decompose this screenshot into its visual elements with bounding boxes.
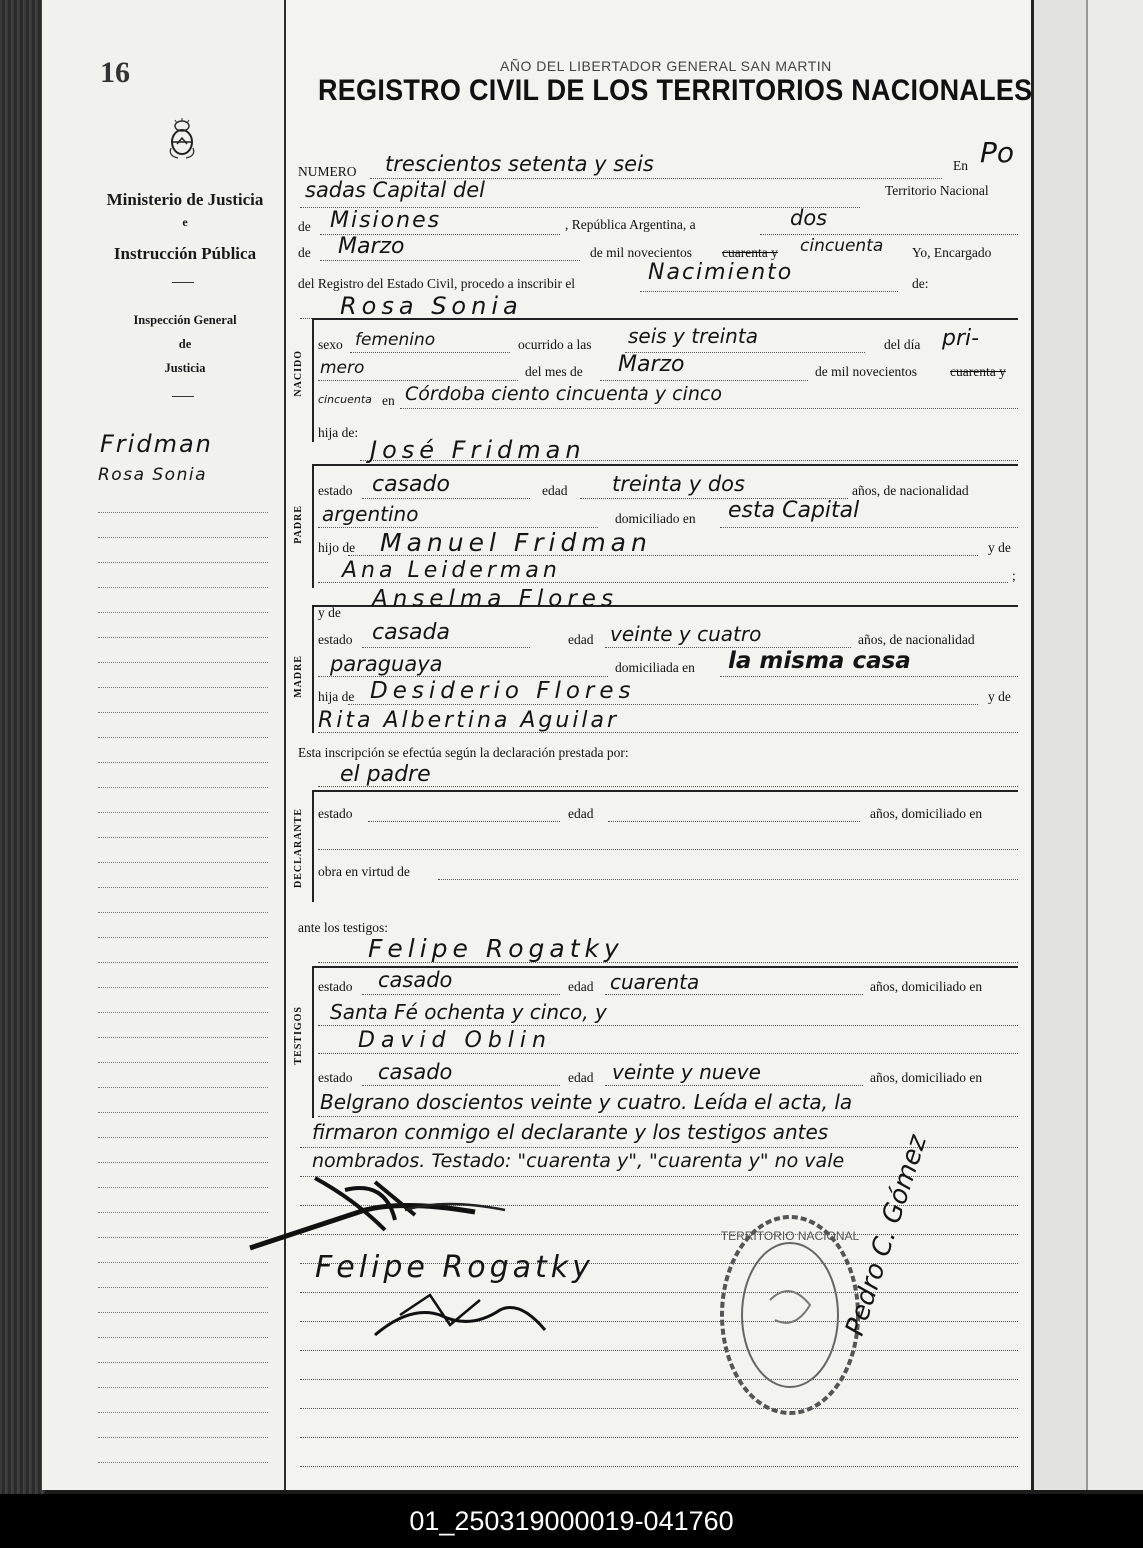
fill-line	[318, 849, 1018, 850]
testigo-1-estado: casado	[378, 968, 453, 992]
ministry-line-3: Instrucción Pública	[113, 244, 257, 263]
testigo-2-estado: casado	[378, 1060, 453, 1084]
fill-line	[400, 408, 1018, 409]
anio-value: cincuenta	[318, 393, 372, 406]
anios-label: años, de nacionalidad	[858, 632, 975, 647]
nacido-label: NACIDO	[293, 350, 304, 397]
mes-label: del mes de	[525, 364, 583, 379]
fill-line	[318, 1025, 1018, 1026]
testigos-intro: ante los testigos:	[298, 920, 388, 935]
ministry-line-2: e	[182, 215, 188, 229]
margin-note-surname: Fridman	[100, 430, 213, 458]
fill-line	[318, 380, 518, 381]
anios-label: años, domiciliado en	[870, 806, 983, 821]
madre-nacionalidad: paraguaya	[330, 652, 443, 676]
hija-de-label: hija de	[318, 689, 355, 704]
section-rule	[312, 318, 1018, 320]
fill-line	[318, 1053, 1018, 1054]
estado-label: estado	[318, 979, 353, 994]
fill-line	[362, 498, 530, 499]
dia-continuation: mero	[320, 358, 365, 378]
coat-of-arms-icon	[168, 118, 196, 160]
fill-line	[362, 994, 560, 995]
testigo-1-domicilio: Santa Fé ochenta y cinco, y	[330, 1000, 607, 1024]
closing-line-1: Belgrano doscientos veinte y cuatro. Leída el acta, la	[320, 1090, 853, 1114]
de-label: de	[298, 219, 311, 234]
year-value: cincuenta	[800, 236, 884, 256]
fill-line	[318, 676, 608, 677]
fill-line	[368, 821, 560, 822]
registrant-name: Rosa Sonia	[340, 292, 523, 320]
page-title: REGISTRO CIVIL DE LOS TERRITORIOS NACIONALES	[318, 74, 1033, 107]
domicilio-label: domiciliada en	[615, 660, 695, 675]
inspection-line-2: de	[178, 337, 192, 351]
registro-label: del Registro del Estado Civil, procedo a inscribir el	[298, 276, 576, 291]
fill-line	[320, 260, 580, 261]
fill-line	[605, 994, 863, 995]
territorio-label: Territorio Nacional	[885, 183, 989, 198]
place-continuation: sadas Capital del	[305, 178, 486, 202]
fill-line	[362, 1085, 560, 1086]
territorio-value: Misiones	[330, 208, 442, 233]
padre-edad: treinta y dos	[612, 472, 745, 496]
margin-note-given-names: Rosa Sonia	[98, 465, 207, 485]
fill-line	[640, 291, 898, 292]
testigos-label: TESTIGOS	[293, 1006, 304, 1065]
divider	[172, 396, 194, 397]
image-caption: 01_250319000019-041760	[0, 1494, 1143, 1548]
year-stamp: AÑO DEL LIBERTADOR GENERAL SAN MARTIN	[500, 58, 832, 74]
anios-label: años, domiciliado en	[870, 1070, 983, 1085]
ocurrido-label: ocurrido a las	[518, 337, 592, 352]
bracket	[312, 790, 314, 902]
sexo-value: femenino	[355, 330, 436, 350]
act-type: Nacimiento	[648, 260, 794, 285]
year-struck: cuarenta y	[722, 245, 778, 260]
padre-label: PADRE	[293, 505, 304, 544]
madre-label: MADRE	[293, 655, 304, 698]
en-value: Po	[980, 136, 1015, 169]
fill-line	[608, 821, 860, 822]
obra-label: obra en virtud de	[318, 864, 410, 879]
fill-line	[760, 234, 1018, 235]
y-de-label: y de	[988, 689, 1011, 704]
de-colon: de:	[912, 276, 929, 291]
bracket	[312, 464, 314, 588]
official-signature: Pedro C. Gómez	[840, 1131, 934, 1340]
declarant-signature	[245, 1170, 525, 1260]
declaracion-intro: Esta inscripción se efectúa según la declaración prestada por:	[298, 745, 629, 760]
witness-2-signature	[370, 1285, 550, 1345]
dia-label: del día	[884, 337, 921, 352]
edad-label: edad	[568, 806, 594, 821]
padre-domicilio: esta Capital	[728, 498, 860, 523]
padre-madre: Ana Leiderman	[342, 558, 561, 583]
inspection-line-1: Inspección General	[133, 313, 237, 327]
de-label: de	[298, 245, 311, 260]
sexo-label: sexo	[318, 337, 343, 352]
madre-estado: casada	[372, 620, 450, 645]
hijo-label: hija de:	[318, 425, 359, 440]
anios-label: años, domiciliado en	[870, 979, 983, 994]
declarante-label: DECLARANTE	[293, 808, 304, 889]
bracket	[312, 966, 314, 1118]
anio-struck: cuarenta y	[950, 364, 1006, 379]
padre-estado: casado	[372, 472, 450, 497]
padre-padre: Manuel Fridman	[380, 528, 652, 557]
testigo-2-nombre: David Oblin	[358, 1028, 552, 1053]
hijo-de-label: hijo de	[318, 540, 356, 555]
fill-line	[348, 704, 978, 705]
padre-nombre: José Fridman	[370, 436, 586, 464]
divider	[172, 282, 194, 283]
fill-line	[362, 647, 530, 648]
fill-line	[350, 352, 510, 353]
closing-line-3: nombrados. Testado: "cuarenta y", "cuarenta y" no vale	[312, 1150, 845, 1172]
estado-label: estado	[318, 806, 353, 821]
anios-label: años, de nacionalidad	[852, 483, 969, 498]
madre-madre: Rita Albertina Aguilar	[318, 708, 620, 733]
dia-value: pri-	[942, 326, 980, 351]
seal-text: TERRITORIO NACIONAL	[720, 1229, 860, 1243]
fill-line	[438, 879, 1018, 880]
estado-label: estado	[318, 1070, 353, 1085]
anio-label: de mil novecientos	[815, 364, 917, 379]
estado-label: estado	[318, 632, 353, 647]
madre-domicilio: la misma casa	[728, 648, 911, 674]
fill-line	[600, 380, 808, 381]
section-rule	[312, 790, 1018, 792]
madre-nombre: Anselma Flores	[372, 586, 618, 612]
fill-line	[318, 1116, 1018, 1117]
en-label: En	[953, 158, 968, 173]
witness-signature: Felipe Rogatky	[315, 1250, 594, 1285]
mes-value: Marzo	[618, 352, 685, 377]
domicilio-label: domiciliado en	[615, 511, 696, 526]
edad-label: edad	[568, 632, 594, 647]
testigo-1-edad: cuarenta	[610, 970, 700, 994]
book-binding	[0, 0, 45, 1500]
en-label: en	[382, 393, 395, 408]
y-de-label: y de	[988, 540, 1011, 555]
edad-label: edad	[568, 979, 594, 994]
lugar-value: Córdoba ciento cincuenta y cinco	[405, 383, 722, 405]
month-value: Marzo	[338, 234, 405, 259]
declarante-value: el padre	[340, 762, 431, 787]
year-label: de mil novecientos	[590, 245, 692, 260]
madre-padre: Desiderio Flores	[370, 678, 636, 704]
inspection-line-3: Justicia	[164, 361, 206, 375]
hora-value: seis y treinta	[628, 324, 758, 348]
bracket	[312, 318, 314, 442]
ministry-line-1: Ministerio de Justicia	[106, 190, 264, 209]
testigo-1-nombre: Felipe Rogatky	[368, 934, 624, 963]
edad-label: edad	[542, 483, 568, 498]
edad-label: edad	[568, 1070, 594, 1085]
numero-value: trescientos setenta y seis	[385, 152, 654, 176]
padre-nacionalidad: argentino	[322, 502, 419, 526]
page-number: 16	[100, 56, 130, 89]
madre-edad: veinte y cuatro	[610, 622, 762, 646]
day-value: dos	[790, 206, 828, 230]
numero-label: NUMERO	[298, 164, 357, 179]
section-rule	[312, 464, 1018, 466]
semicolon: ;	[1012, 568, 1016, 583]
testigo-2-edad: veinte y nueve	[612, 1060, 761, 1084]
next-page-edge	[1034, 0, 1143, 1490]
fill-line	[720, 527, 1018, 528]
closing-line-2: firmaron conmigo el declarante y los testigos antes	[312, 1120, 829, 1144]
y-de-label: y de	[318, 605, 341, 620]
bracket	[312, 605, 314, 733]
encargado-label: Yo, Encargado	[912, 245, 992, 260]
republica-label: , República Argentina, a	[565, 217, 696, 232]
official-seal	[715, 1210, 865, 1420]
fill-line	[720, 676, 1018, 677]
estado-label: estado	[318, 483, 353, 498]
fill-line	[605, 1085, 863, 1086]
